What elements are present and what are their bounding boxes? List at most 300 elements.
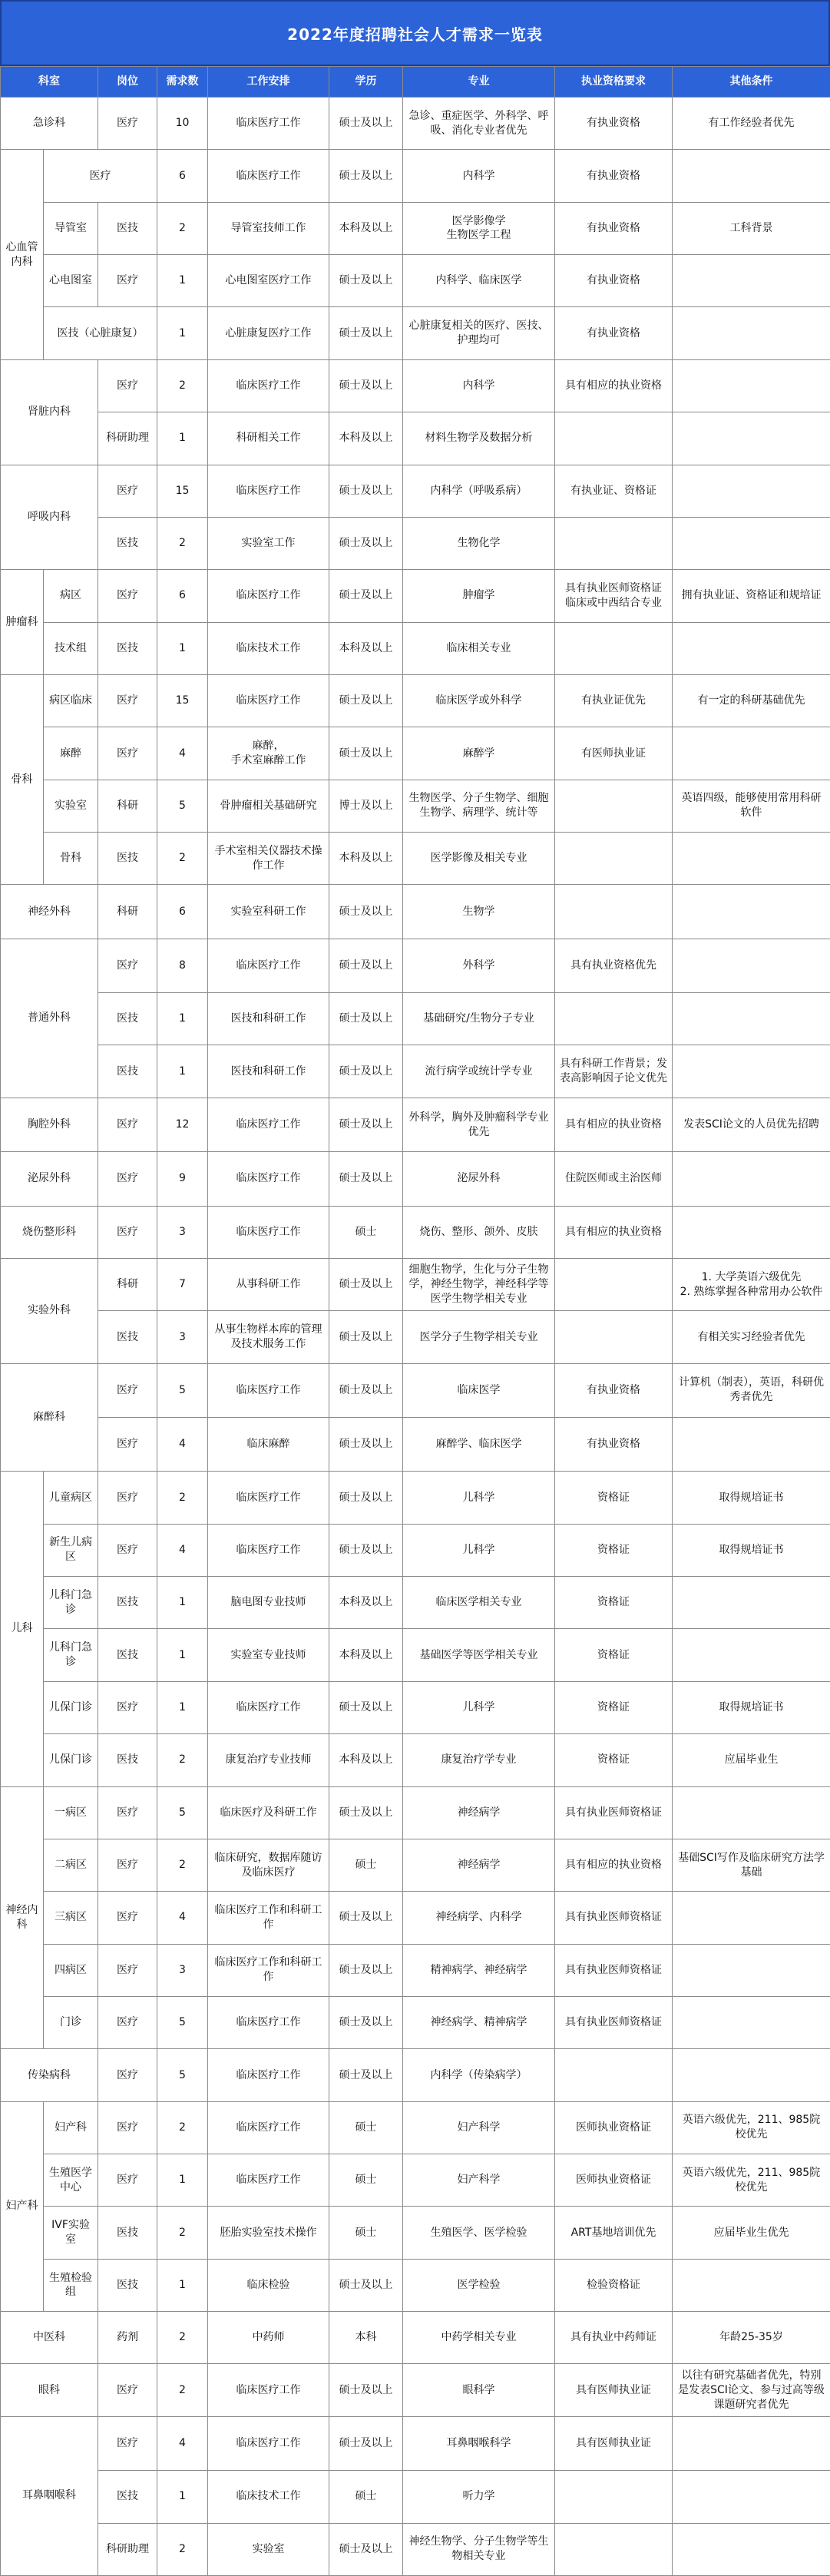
post-cell: 医技 [98, 2207, 157, 2259]
work-cell: 临床医疗工作 [208, 1206, 329, 1258]
work-cell: 医技和科研工作 [208, 993, 329, 1045]
count-cell: 15 [157, 674, 208, 727]
license-cell: 具有相应的执业资格 [555, 359, 673, 412]
department-cell: 心血管内科 [1, 150, 44, 359]
count-cell: 2 [157, 517, 208, 569]
other-cell: 发表SCI论文的人员优先招聘 [673, 1098, 830, 1151]
degree-cell: 硕士及以上 [329, 465, 403, 517]
work-cell: 医技和科研工作 [208, 1045, 329, 1098]
count-cell: 1 [157, 1577, 208, 1629]
degree-cell: 硕士及以上 [329, 307, 403, 359]
post-cell: 医技 [98, 833, 157, 885]
other-cell [673, 993, 830, 1045]
work-cell: 临床医疗工作 [208, 2364, 329, 2416]
count-cell: 1 [157, 255, 208, 307]
degree-cell: 硕士及以上 [329, 1892, 403, 1944]
license-cell: 资格证 [555, 1629, 673, 1681]
major-cell: 生物医学、分子生物学、细胞生物学、病理学、统计等 [403, 780, 555, 832]
degree-cell: 硕士及以上 [329, 150, 403, 202]
sub-department-cell: 儿保门诊 [44, 1734, 98, 1786]
sub-department-cell: 导管室 [44, 202, 98, 254]
work-cell: 实验室科研工作 [208, 885, 329, 939]
count-cell: 1 [157, 412, 208, 465]
post-cell: 医疗 [98, 2364, 157, 2416]
table-row [1, 1258, 830, 1310]
count-cell: 12 [157, 1098, 208, 1151]
license-cell [555, 993, 673, 1045]
other-cell [673, 1892, 830, 1944]
count-cell: 6 [157, 885, 208, 939]
count-cell: 2 [157, 2523, 208, 2575]
work-cell: 脑电图专业技师 [208, 1577, 329, 1629]
header-cell: 专业 [403, 67, 555, 98]
post-cell: 医疗 [98, 1524, 157, 1576]
work-cell: 临床医疗工作 [208, 1681, 329, 1733]
other-cell [673, 1629, 830, 1681]
table-row [1, 1996, 830, 2048]
sub-department-cell: 技术组 [44, 622, 98, 674]
license-cell: 具有执业医师资格证 [555, 1944, 673, 1996]
other-cell: 工科背景 [673, 202, 830, 254]
license-cell: 具有相应的执业资格 [555, 1206, 673, 1258]
license-cell: 检验资格证 [555, 2259, 673, 2311]
sub-department-cell: 三病区 [44, 1892, 98, 1944]
degree-cell: 硕士及以上 [329, 1944, 403, 1996]
department-cell: 胸腔外科 [1, 1098, 98, 1151]
license-cell: 有执业资格 [555, 1363, 673, 1417]
license-cell [555, 412, 673, 465]
department-cell: 眼科 [1, 2364, 98, 2416]
table-row [1, 465, 830, 517]
other-cell: 取得规培证书 [673, 1472, 830, 1524]
work-cell: 胚胎实验室技术操作 [208, 2207, 329, 2259]
license-cell: 有执业资格 [555, 98, 673, 150]
work-cell: 康复治疗专业技师 [208, 1734, 329, 1786]
sub-department-cell: 生殖医学中心 [44, 2154, 98, 2207]
sub-department-cell: 病区 [44, 570, 98, 622]
work-cell: 临床医疗工作 [208, 465, 329, 517]
license-cell [555, 517, 673, 569]
table-row [1, 2101, 830, 2154]
recruitment-table [0, 66, 830, 2576]
license-cell [555, 2049, 673, 2101]
post-cell: 医疗 [98, 1892, 157, 1944]
major-cell: 神经病学、精神病学 [403, 1996, 555, 2048]
post-cell: 医技 [98, 1577, 157, 1629]
other-cell: 英语六级优先，211、985院校优先 [673, 2154, 830, 2207]
degree-cell: 硕士及以上 [329, 255, 403, 307]
header-cell: 需求数 [157, 67, 208, 98]
license-cell: 医师执业资格证 [555, 2101, 673, 2154]
other-cell: 年龄25-35岁 [673, 2312, 830, 2364]
work-cell: 实验室 [208, 2523, 329, 2575]
license-cell: ART基地培训优先 [555, 2207, 673, 2259]
department-cell: 普通外科 [1, 939, 98, 1098]
table-row [1, 2523, 830, 2575]
post-cell: 医疗 [98, 1839, 157, 1891]
table-row [1, 2154, 830, 2207]
post-cell: 医疗 [98, 727, 157, 780]
degree-cell: 硕士及以上 [329, 1681, 403, 1733]
count-cell: 5 [157, 780, 208, 832]
post-cell: 医技 [98, 2471, 157, 2523]
department-cell: 泌尿外科 [1, 1152, 98, 1206]
work-cell: 临床医疗工作和科研工作 [208, 1892, 329, 1944]
license-cell: 资格证 [555, 1472, 673, 1524]
other-cell: 取得规培证书 [673, 1524, 830, 1576]
post-cell: 科研助理 [98, 412, 157, 465]
major-cell: 康复治疗学专业 [403, 1734, 555, 1786]
work-cell: 科研相关工作 [208, 412, 329, 465]
work-cell: 导管室技师工作 [208, 202, 329, 254]
degree-cell: 硕士及以上 [329, 1258, 403, 1310]
table-row [1, 993, 830, 1045]
degree-cell: 本科及以上 [329, 1734, 403, 1786]
count-cell: 2 [157, 1472, 208, 1524]
count-cell: 2 [157, 1734, 208, 1786]
degree-cell: 博士及以上 [329, 780, 403, 832]
table-row [1, 1417, 830, 1471]
license-cell: 具有医师执业证 [555, 2364, 673, 2416]
count-cell: 2 [157, 833, 208, 885]
major-cell: 内科学、临床医学 [403, 255, 555, 307]
other-cell [673, 1206, 830, 1258]
work-cell: 临床医疗工作 [208, 1098, 329, 1151]
major-cell: 耳鼻咽喉科学 [403, 2416, 555, 2470]
other-cell [673, 622, 830, 674]
major-cell: 医学影像学 生物医学工程 [403, 202, 555, 254]
major-cell: 麻醉学、临床医学 [403, 1417, 555, 1471]
post-cell: 医疗 [98, 2154, 157, 2207]
table-row [1, 98, 830, 150]
other-cell [673, 1417, 830, 1471]
other-cell: 应届毕业生优先 [673, 2207, 830, 2259]
post-cell: 医疗 [98, 1206, 157, 1258]
other-cell: 英语六级优先，211、985院校优先 [673, 2101, 830, 2154]
post-cell: 医疗 [98, 2049, 157, 2101]
license-cell: 有医师执业证 [555, 727, 673, 780]
other-cell [673, 833, 830, 885]
work-cell: 心脏康复医疗工作 [208, 307, 329, 359]
work-cell: 临床医疗工作 [208, 2416, 329, 2470]
department-cell: 骨科 [1, 674, 44, 884]
count-cell: 1 [157, 2154, 208, 2207]
degree-cell: 硕士及以上 [329, 674, 403, 727]
degree-cell: 硕士 [329, 1206, 403, 1258]
degree-cell: 硕士及以上 [329, 1363, 403, 1417]
table-row [1, 1206, 830, 1258]
degree-cell: 本科 [329, 2312, 403, 2364]
table-row [1, 2471, 830, 2523]
department-cell: 儿科 [1, 1472, 44, 1786]
major-cell: 神经生物学、分子生物学等生物相关专业 [403, 2523, 555, 2575]
license-cell: 具有相应的执业资格 [555, 1839, 673, 1891]
major-cell: 生殖医学、医学检验 [403, 2207, 555, 2259]
post-cell: 医疗 [98, 255, 157, 307]
license-cell: 具有执业医师资格证 临床或中西结合专业 [555, 570, 673, 622]
post-cell: 医疗 [98, 98, 157, 150]
degree-cell: 硕士及以上 [329, 939, 403, 992]
header-cell: 岗位 [98, 67, 157, 98]
sub-department-cell: 儿科门急诊 [44, 1577, 98, 1629]
other-cell [673, 517, 830, 569]
license-cell [555, 780, 673, 832]
count-cell: 5 [157, 1786, 208, 1839]
table-row [1, 202, 830, 254]
other-cell [673, 1577, 830, 1629]
degree-cell: 硕士及以上 [329, 1417, 403, 1471]
header-cell: 工作安排 [208, 67, 329, 98]
degree-cell: 硕士 [329, 2154, 403, 2207]
count-cell: 5 [157, 2049, 208, 2101]
major-cell: 基础研究/生物分子专业 [403, 993, 555, 1045]
other-cell [673, 939, 830, 992]
major-cell: 基础医学等医学相关专业 [403, 1629, 555, 1681]
table-row [1, 939, 830, 992]
work-cell: 临床医疗工作 [208, 674, 329, 727]
major-cell: 生物化学 [403, 517, 555, 569]
post-cell: 医疗 [98, 1786, 157, 1839]
department-cell: 呼吸内科 [1, 465, 98, 570]
page-title: 2022年度招聘社会人才需求一览表 [0, 0, 830, 66]
count-cell: 4 [157, 2416, 208, 2470]
sub-department-cell: 儿童病区 [44, 1472, 98, 1524]
major-cell: 中药学相关专业 [403, 2312, 555, 2364]
sub-department-cell: 实验室 [44, 780, 98, 832]
degree-cell: 本科及以上 [329, 1577, 403, 1629]
table-row [1, 1152, 830, 1206]
major-cell: 临床医学 [403, 1363, 555, 1417]
post-cell: 科研 [98, 1258, 157, 1310]
sub-department-cell: 新生儿病区 [44, 1524, 98, 1576]
table-row [1, 1734, 830, 1786]
major-cell: 神经病学、内科学 [403, 1892, 555, 1944]
work-cell: 临床医疗工作 [208, 2154, 329, 2207]
department-cell: 麻醉科 [1, 1363, 98, 1472]
other-cell [673, 412, 830, 465]
table-row [1, 2312, 830, 2364]
table-row [1, 1839, 830, 1891]
major-cell: 听力学 [403, 2471, 555, 2523]
table-row [1, 2049, 830, 2101]
license-cell: 资格证 [555, 1681, 673, 1733]
other-cell [673, 465, 830, 517]
other-cell [673, 885, 830, 939]
other-cell: 取得规培证书 [673, 1681, 830, 1733]
major-cell: 临床医学或外科学 [403, 674, 555, 727]
license-cell: 具有执业中药师证 [555, 2312, 673, 2364]
work-cell: 临床医疗工作 [208, 2049, 329, 2101]
table-row [1, 1681, 830, 1733]
other-cell: 有一定的科研基础优先 [673, 674, 830, 727]
license-cell: 有执业资格 [555, 307, 673, 359]
department-cell: 神经内科 [1, 1786, 44, 2049]
degree-cell: 硕士及以上 [329, 1045, 403, 1098]
work-cell: 实验室工作 [208, 517, 329, 569]
other-cell [673, 2523, 830, 2575]
license-cell [555, 1311, 673, 1363]
post-cell: 医疗 [98, 1417, 157, 1471]
major-cell: 心脏康复相关的医疗、医技、护理均可 [403, 307, 555, 359]
other-cell: 以往有研究基础者优先，特别是发表SCI论文、参与过高等级课题研究者优先 [673, 2364, 830, 2416]
department-cell: 烧伤整形科 [1, 1206, 98, 1258]
count-cell: 5 [157, 1363, 208, 1417]
license-cell: 具有医师执业证 [555, 2416, 673, 2470]
table-row [1, 1944, 830, 1996]
degree-cell: 硕士及以上 [329, 1524, 403, 1576]
count-cell: 1 [157, 993, 208, 1045]
major-cell: 儿科学 [403, 1681, 555, 1733]
work-cell: 临床医疗工作 [208, 1996, 329, 2048]
license-cell [555, 1258, 673, 1310]
table-row [1, 2207, 830, 2259]
count-cell: 2 [157, 2312, 208, 2364]
major-cell: 泌尿外科 [403, 1152, 555, 1206]
license-cell: 有执业证、资格证 [555, 465, 673, 517]
post-cell: 医疗 [98, 674, 157, 727]
header-row [1, 67, 830, 98]
count-cell: 9 [157, 1152, 208, 1206]
work-cell: 临床医疗工作 [208, 2101, 329, 2154]
major-cell: 医学分子生物学相关专业 [403, 1311, 555, 1363]
table-row [1, 833, 830, 885]
table-row [1, 1472, 830, 1524]
license-cell: 资格证 [555, 1524, 673, 1576]
other-cell [673, 2259, 830, 2311]
department-cell: 传染病科 [1, 2049, 98, 2101]
work-cell: 临床医疗工作 [208, 570, 329, 622]
sub-department-cell: 生殖检验组 [44, 2259, 98, 2311]
table-row [1, 2259, 830, 2311]
sub-department-cell: 麻醉 [44, 727, 98, 780]
degree-cell: 硕士 [329, 2101, 403, 2154]
post-cell: 医疗 [98, 1472, 157, 1524]
major-cell: 内科学 [403, 359, 555, 412]
count-cell: 15 [157, 465, 208, 517]
post-cell: 药剂 [98, 2312, 157, 2364]
other-cell [673, 1152, 830, 1206]
header-cell: 执业资格要求 [555, 67, 673, 98]
sub-department-cell: 骨科 [44, 833, 98, 885]
department-cell: 肾脏内科 [1, 359, 98, 465]
degree-cell: 硕士及以上 [329, 1098, 403, 1151]
post-cell: 医技 [98, 1734, 157, 1786]
degree-cell: 硕士及以上 [329, 885, 403, 939]
work-cell: 临床医疗工作 [208, 939, 329, 992]
sub-department-cell: 心电图室 [44, 255, 98, 307]
major-cell: 儿科学 [403, 1524, 555, 1576]
major-cell: 神经病学 [403, 1786, 555, 1839]
other-cell: 基础SCI写作及临床研究方法学基础 [673, 1839, 830, 1891]
post-cell: 医技 [98, 2259, 157, 2311]
table-row [1, 1786, 830, 1839]
license-cell: 具有执业医师资格证 [555, 1892, 673, 1944]
major-cell: 外科学 [403, 939, 555, 992]
degree-cell: 硕士及以上 [329, 1786, 403, 1839]
work-cell: 麻醉， 手术室麻醉工作 [208, 727, 329, 780]
count-cell: 1 [157, 622, 208, 674]
sub-department-cell: 四病区 [44, 1944, 98, 1996]
degree-cell: 硕士及以上 [329, 2523, 403, 2575]
table-row [1, 1577, 830, 1629]
count-cell: 1 [157, 2471, 208, 2523]
other-cell [673, 307, 830, 359]
degree-cell: 本科及以上 [329, 622, 403, 674]
degree-cell: 硕士及以上 [329, 993, 403, 1045]
count-cell: 6 [157, 570, 208, 622]
count-cell: 6 [157, 150, 208, 202]
table-row [1, 727, 830, 780]
table-row [1, 622, 830, 674]
count-cell: 3 [157, 1206, 208, 1258]
post-cell: 医疗 [98, 2416, 157, 2470]
sub-department-cell: 医技（心脏康复） [44, 307, 157, 359]
major-cell: 临床医学相关专业 [403, 1577, 555, 1629]
major-cell: 儿科学 [403, 1472, 555, 1524]
count-cell: 2 [157, 202, 208, 254]
table-row [1, 1629, 830, 1681]
other-cell [673, 727, 830, 780]
other-cell: 计算机（制表），英语，科研优秀者优先 [673, 1363, 830, 1417]
count-cell: 2 [157, 359, 208, 412]
count-cell: 3 [157, 1944, 208, 1996]
table-row [1, 307, 830, 359]
major-cell: 烧伤、整形、颌外、皮肤 [403, 1206, 555, 1258]
department-cell: 肿瘤科 [1, 570, 44, 675]
count-cell: 1 [157, 307, 208, 359]
license-cell: 有执业证优先 [555, 674, 673, 727]
count-cell: 3 [157, 1311, 208, 1363]
degree-cell: 硕士 [329, 2471, 403, 2523]
post-cell: 医技 [98, 1629, 157, 1681]
degree-cell: 本科及以上 [329, 412, 403, 465]
post-cell: 医疗 [98, 1363, 157, 1417]
post-cell: 医疗 [98, 570, 157, 622]
license-cell [555, 622, 673, 674]
degree-cell: 硕士及以上 [329, 98, 403, 150]
header-cell: 科室 [1, 67, 98, 98]
degree-cell: 硕士及以上 [329, 2049, 403, 2101]
count-cell: 10 [157, 98, 208, 150]
major-cell: 精神病学、神经病学 [403, 1944, 555, 1996]
license-cell: 资格证 [555, 1734, 673, 1786]
license-cell [555, 2523, 673, 2575]
post-cell: 医疗 [98, 465, 157, 517]
work-cell: 实验室专业技师 [208, 1629, 329, 1681]
table-row [1, 359, 830, 412]
other-cell: 应届毕业生 [673, 1734, 830, 1786]
table-row [1, 1098, 830, 1151]
degree-cell: 硕士 [329, 2207, 403, 2259]
count-cell: 1 [157, 2259, 208, 2311]
table-row [1, 570, 830, 622]
table-row [1, 1524, 830, 1576]
major-cell: 流行病学或统计学专业 [403, 1045, 555, 1098]
work-cell: 临床医疗工作 [208, 150, 329, 202]
license-cell: 有执业资格 [555, 255, 673, 307]
table-row [1, 517, 830, 569]
post-cell: 医技 [98, 993, 157, 1045]
major-cell: 生物学 [403, 885, 555, 939]
work-cell: 临床医疗工作 [208, 1524, 329, 1576]
work-cell: 临床麻醉 [208, 1417, 329, 1471]
other-cell: 拥有执业证、资格证和规培证 [673, 570, 830, 622]
other-cell [673, 2049, 830, 2101]
work-cell: 手术室相关仪器技术操作工作 [208, 833, 329, 885]
work-cell: 临床医疗工作 [208, 359, 329, 412]
count-cell: 4 [157, 1417, 208, 1471]
count-cell: 5 [157, 1996, 208, 2048]
